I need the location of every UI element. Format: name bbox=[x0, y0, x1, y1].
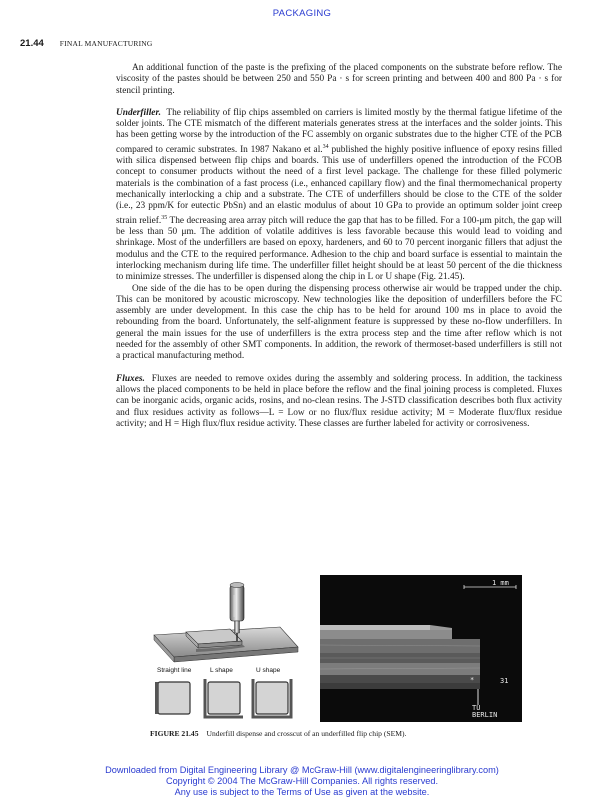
footer-copyright: Copyright © 2004 The McGraw-Hill Companies. All rights reserved. bbox=[165, 776, 439, 786]
sem-substrate bbox=[320, 639, 480, 689]
sem-scale-label: 1 mm bbox=[492, 579, 509, 587]
page-number: 21.44 bbox=[20, 38, 44, 49]
fluxes-text: Fluxes are needed to remove oxides during the assembly and soldering process. In addition, the tackiness allows the placed components to be held in place before the reflow and the final joining process is completed. Fluxes can be inorganic acids, organic acids, rosins, and no-clean resins. The J-STD classification describes both flux activity and flux residues activity as follows—L = Low or no flux/flux residue activity; M = Moderate flux/flux residue activity; and H = High flux/flux residue activity. These classes are further labeled for activity or corrosiveness. bbox=[116, 373, 562, 429]
straight-line-pattern bbox=[155, 682, 190, 714]
reference-35: 35 bbox=[161, 214, 168, 221]
caption-label: FIGURE 21.45 bbox=[150, 729, 199, 738]
underfiller-text-c: The decreasing area array pitch will reduce the gap that has to be filled. For a 100-μm pitch, the gap will be less than 50 μm. The addition of volatile additives is less favorable because this would lead to voiding and shrinkage. Most of the underfillers are based on epoxy, hardeners, and 60 to 70 percent inorganic fillers that adjust the modulus and the CTE to the required performance. Adhesion to the chip and board surface is essential to maintain the interlocking mechanism during life time. The underfiller fillet height should be at least 50 percent of the die thickness to minimize stresses. The underfiller is dispensed along the chip in L or U shape (Fig. 21.45). bbox=[116, 215, 563, 283]
footer-download-link[interactable]: Downloaded from Digital Engineering Library @ McGraw-Hill (www.digitalengineeringlibrary.com) bbox=[105, 765, 499, 775]
paragraph-fluxes bbox=[116, 374, 562, 430]
footer bbox=[0, 765, 604, 798]
figure-21-45 bbox=[150, 575, 522, 722]
page-header bbox=[20, 38, 153, 49]
caption-text: Underfill dispense and crosscut of an underfilled flip chip (SEM). bbox=[206, 729, 407, 738]
paragraph-paste: An additional function of the paste is the prefixing of the placed components on the substrate before reflow. The viscosity of the pastes should be between 250 and 550 Pa · s for screen printing and between 400 and 800 Pa · s for stencil printing. bbox=[116, 63, 562, 96]
figure-caption bbox=[150, 729, 406, 738]
section-title: FINAL MANUFACTURING bbox=[59, 39, 153, 48]
underfiller-heading: Underfiller. bbox=[116, 107, 161, 118]
label-straight-line: Straight line bbox=[157, 667, 192, 674]
label-u-shape: U shape bbox=[256, 667, 281, 674]
sem-star-icon: * bbox=[470, 676, 475, 684]
sem-micrograph bbox=[320, 575, 522, 722]
underfiller-text-b: published the highly positive influence of epoxy resins filled with silica dispensed between flip chips and boards. This use of underfillers opened the introduction of the FCOB concept to consumer products without the need of a first level package. The challenge for these filled polymeric materials is the combination of a fast process (i.e., enhanced capillary flow) and the final thermomechanical property mechanically interlocking a chip and a substrate. The CTE of underfillers should be close to the CTE of the solder (i.e., 23 ppm/K for eutectic PbSn) and an elastic modulus of about 10 GPa to provide an optimum solder joint creep strain relief. bbox=[116, 144, 562, 226]
fluxes-heading: Fluxes. bbox=[116, 373, 145, 384]
sem-crosscut-image bbox=[320, 575, 522, 722]
l-shape-pattern bbox=[205, 679, 243, 717]
u-shape-pattern bbox=[253, 679, 291, 717]
body-text bbox=[116, 63, 562, 430]
footer-terms-link[interactable]: Any use is subject to the Terms of Use as given at the website. bbox=[174, 787, 430, 797]
sem-image-number: 31 bbox=[500, 677, 509, 685]
sem-lab-line2: BERLIN bbox=[472, 711, 498, 719]
sem-lab-line1: TU bbox=[472, 704, 481, 712]
sem-underfill-layer bbox=[320, 630, 452, 639]
underfill-dispense-illustration bbox=[150, 575, 300, 722]
paragraph-die-side: One side of the die has to be open during the dispensing process otherwise air would be trapped under the chip. This can be monitored by acoustic microscopy. New technologies like the deposition of underfillers before the FC assembly are under development. In this case the chip has to be held for around 100 ms in place to avoid the rebounding from the board. Unfortunately, the self-alignment feature is suppressed by these no-flow underfillers. In general the main issues for the use of underfillers is the extra process step and the time after reflow which is not needed for the assembly of other SMT components. In addition, the rework of thermoset-based underfillers is still not a practical manufacturing method. bbox=[116, 283, 562, 362]
underfiller-text-a: The reliability of flip chips assembled on carriers is limited mostly by the thermal fatigue lifetime of the solder joints. The CTE mismatch of the different materials generates stress at the interfaces and the solder joints. This has been getting worse by the introduction of the FC assembly on organic substrates due to the higher CTE of the PCB compared to ceramic substrates. In 1987 Nakano et al. bbox=[116, 107, 562, 155]
dispense-drawing bbox=[150, 575, 300, 722]
running-head: PACKAGING bbox=[272, 8, 332, 19]
paragraph-underfiller bbox=[116, 108, 562, 284]
sem-chip-layer bbox=[320, 625, 430, 630]
reference-34: 34 bbox=[322, 143, 329, 150]
label-l-shape: L shape bbox=[210, 667, 233, 674]
